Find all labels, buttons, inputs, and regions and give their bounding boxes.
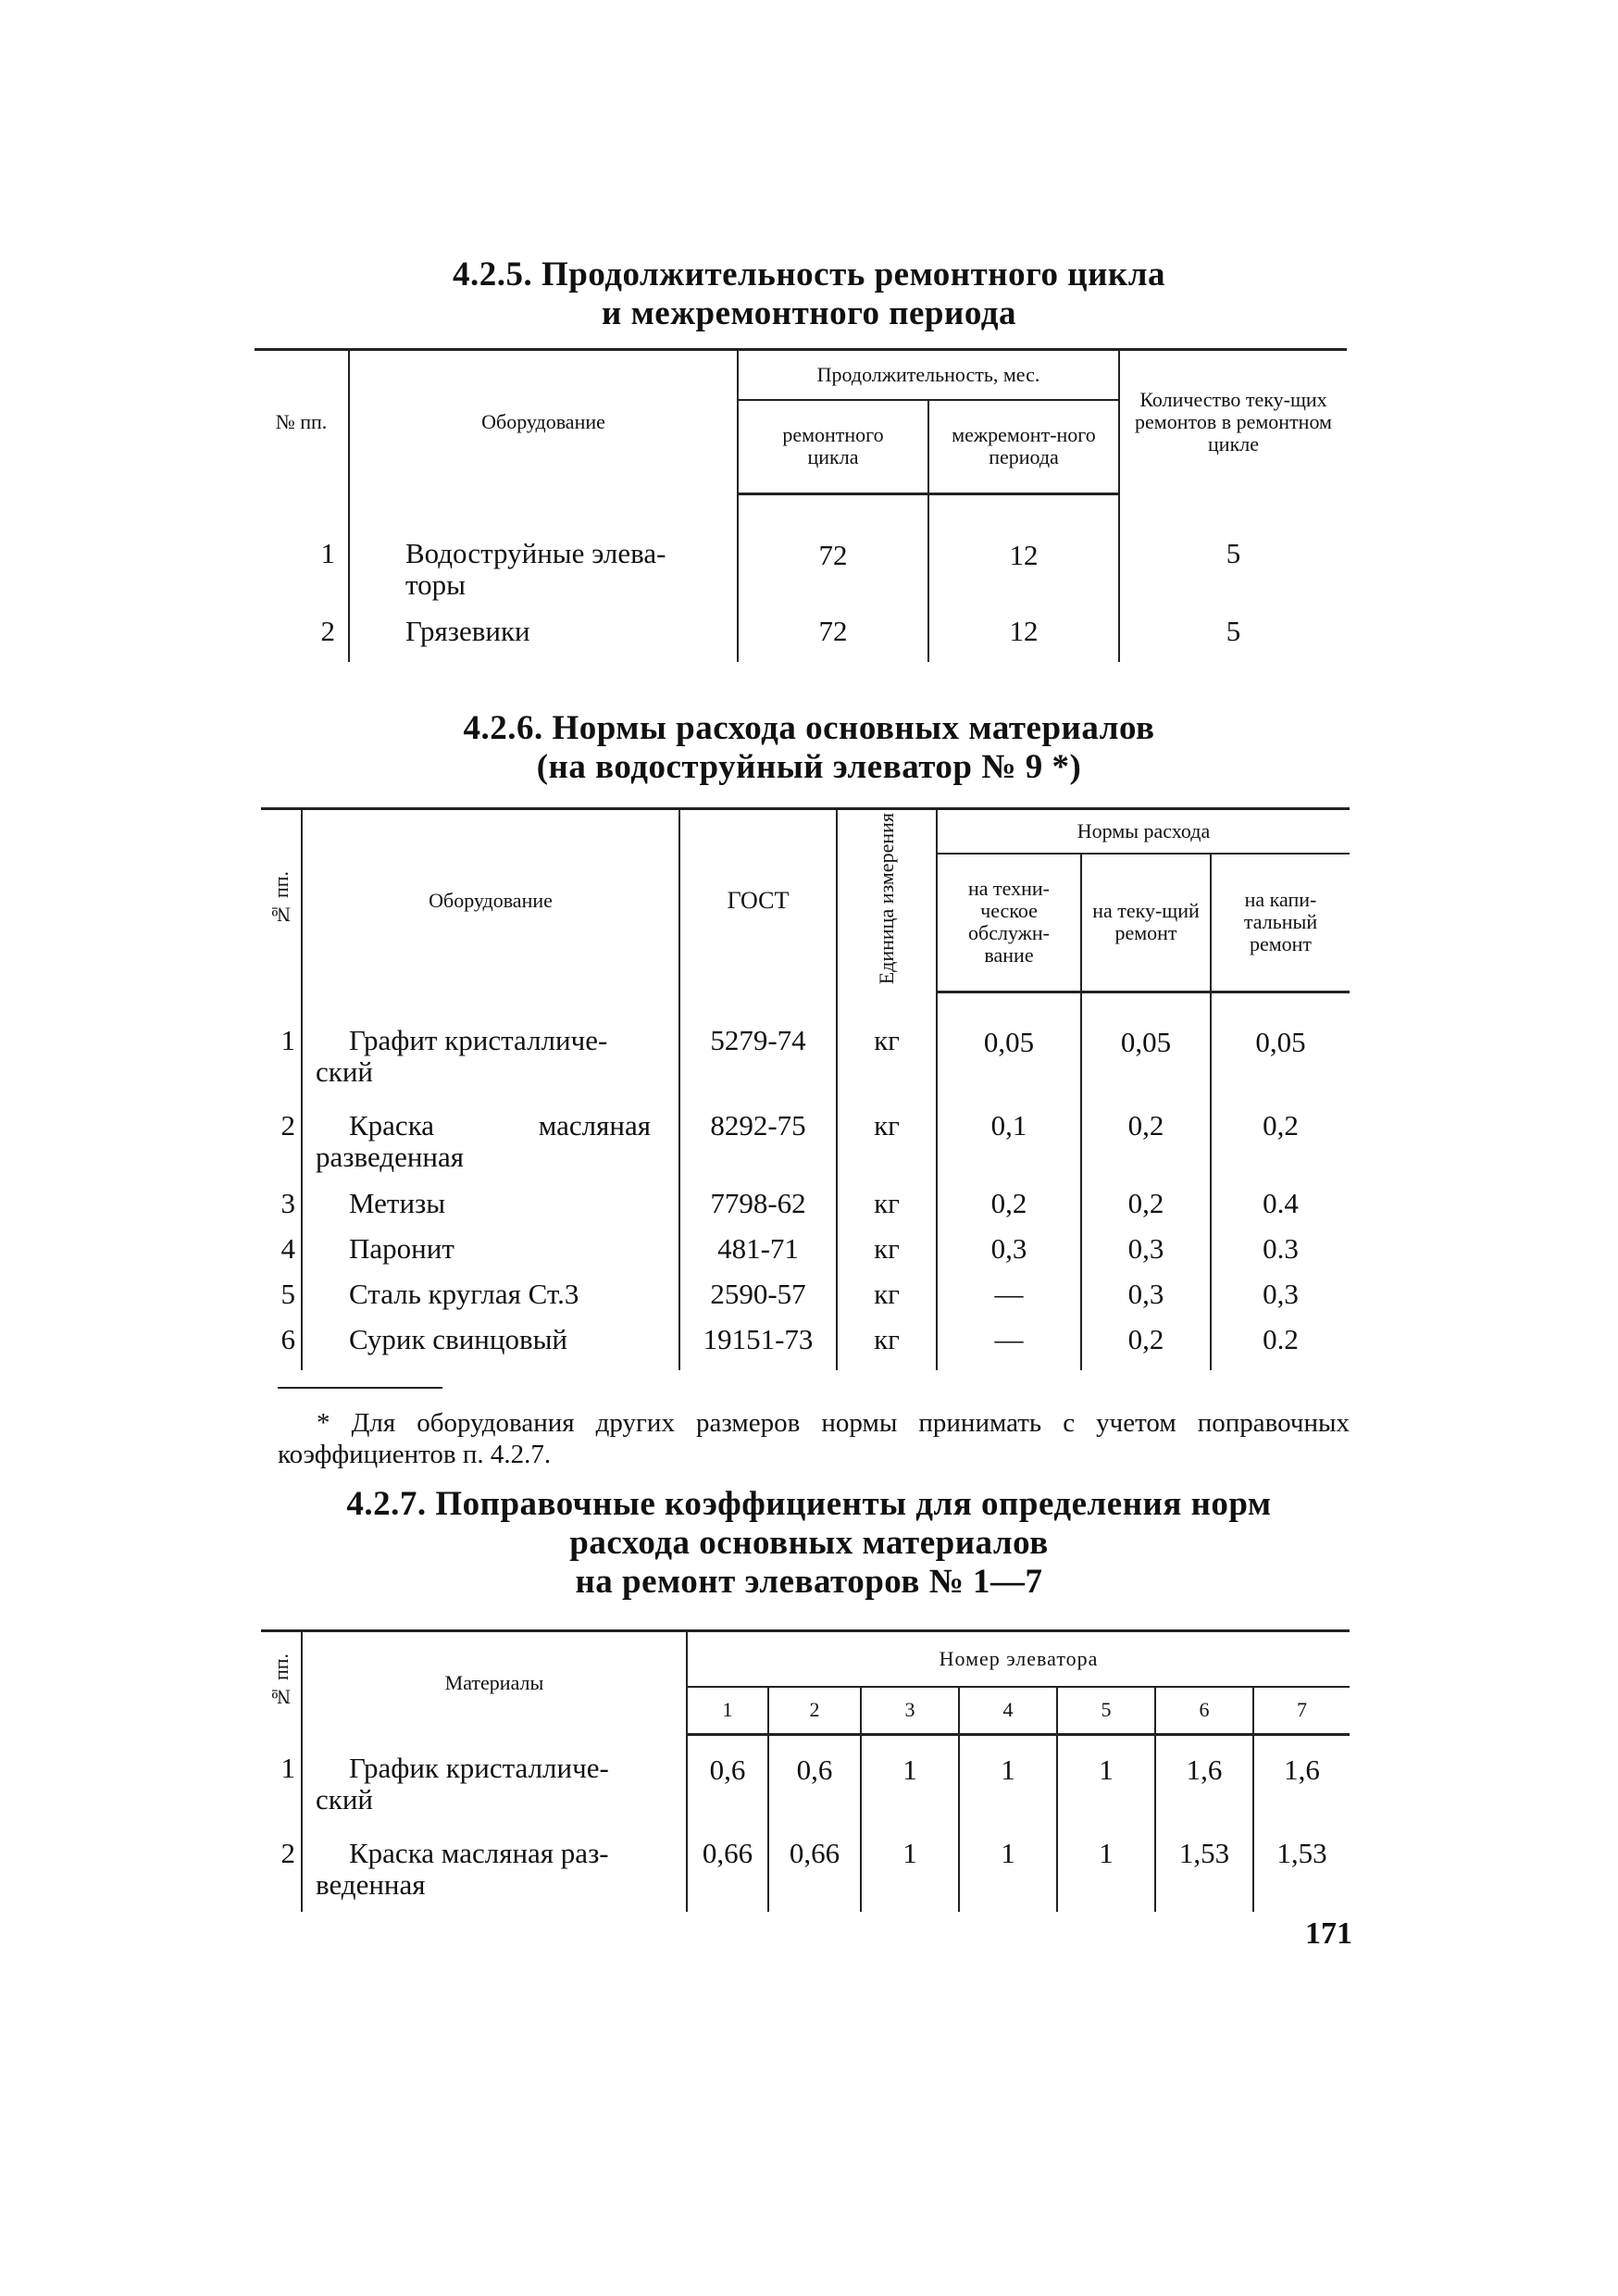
gost-value: 5279-74 [679,992,837,1099]
table-row [261,992,1350,1099]
capital-value: 0.3 [1211,1220,1350,1266]
table-correction-factors [261,1629,1350,1912]
equipment-name: Водоструйные элева-торы [349,493,738,605]
equipment-name: Графит кристалличе-ский [302,992,679,1099]
footnote-text: * Для оборудования других размеров нормы принимать с учетом поправочных коэффициентов п. 4.2.7. [278,1408,1350,1469]
current-value: 0,2 [1081,1311,1211,1370]
tech-value: 0,3 [937,1220,1081,1266]
unit-value: кг [837,1175,937,1220]
equipment-name: Паронит [302,1220,679,1266]
row-number: 6 [280,1323,295,1355]
factor-value: 0,6 [687,1734,768,1827]
table-row [261,1311,1350,1370]
col-current-header: на теку-щий ремонт [1081,854,1211,992]
table-repair-cycle [255,348,1347,662]
material-name: Краска масляная раз-веденная [302,1827,687,1912]
col-elevator-7: 7 [1253,1687,1350,1734]
factor-value: 1,6 [1253,1734,1350,1827]
col-elevator-1: 1 [687,1687,768,1734]
col-capital-header: на капи-тальный ремонт [1211,854,1350,992]
tech-value: — [937,1266,1081,1311]
gost-value: 19151-73 [679,1311,837,1370]
factor-value: 1 [861,1734,959,1827]
row-number: 2 [320,615,335,647]
col-elevator-6: 6 [1155,1687,1253,1734]
table-row [261,1099,1350,1175]
col-num-header: № пп. [255,350,349,494]
capital-value: 0.2 [1211,1311,1350,1370]
col-norms-header: Нормы расхода [937,809,1350,855]
unit-value: кг [837,1099,937,1175]
section-425-title: 4.2.5. Продолжительность ремонтного цикла и межремонтного периода [453,256,1165,332]
col-equipment-header: Оборудование [302,809,679,992]
material-name: График кристалличе-ский [302,1734,687,1827]
col-elevator-3: 3 [861,1687,959,1734]
equipment-name: Метизы [302,1175,679,1220]
current-value: 0,3 [1081,1266,1211,1311]
factor-value: 0,66 [768,1827,861,1912]
unit-value: кг [837,1266,937,1311]
table-row [255,493,1347,605]
capital-value: 0,3 [1211,1266,1350,1311]
equipment-name: Грязевики [349,605,738,662]
current-value: 0,2 [1081,1099,1211,1175]
col-elevator-5: 5 [1057,1687,1155,1734]
unit-value: кг [837,1311,937,1370]
row-number: 5 [280,1278,295,1310]
col-num-header: № пп. [261,1631,302,1735]
row-number: 1 [280,1752,295,1784]
tech-value: 0,1 [937,1099,1081,1175]
table-row [261,1734,1350,1827]
capital-value: 0,2 [1211,1099,1350,1175]
capital-value: 0.4 [1211,1175,1350,1220]
footnote-divider [278,1387,442,1389]
count-value: 5 [1119,605,1347,662]
row-number: 4 [280,1232,295,1265]
col-count-header: Количество теку-щих ремонтов в ремонтном цикле [1119,350,1347,494]
gost-value: 2590-57 [679,1266,837,1311]
gost-value: 8292-75 [679,1099,837,1175]
factor-value: 1 [959,1827,1057,1912]
interrepair-value: 12 [928,605,1119,662]
tech-value: 0,2 [937,1175,1081,1220]
unit-value: кг [837,992,937,1099]
col-interrepair-header: межремонт-ного периода [928,400,1119,493]
current-value: 0,05 [1081,992,1211,1099]
col-tech-header: на техни-ческое обслужн-вание [937,854,1081,992]
col-equipment-header: Оборудование [349,350,738,494]
page-number: 171 [1305,1916,1352,1951]
table-row [261,1827,1350,1912]
capital-value: 0,05 [1211,992,1350,1099]
factor-value: 1 [1057,1734,1155,1827]
footnote [278,1407,1350,1470]
row-number: 2 [280,1837,295,1869]
row-number: 1 [320,537,335,569]
factor-value: 1,53 [1155,1827,1253,1912]
gost-value: 481-71 [679,1220,837,1266]
table-row [261,1266,1350,1311]
factor-value: 1 [861,1827,959,1912]
equipment-name: Сурик свинцовый [302,1311,679,1370]
table-row [255,605,1347,662]
table-row [261,1175,1350,1220]
section-427-title: 4.2.7. Поправочные коэффициенты для определения норм расхода основных материалов на ремонт элеваторов № 1—7 [346,1485,1272,1601]
factor-value: 0,6 [768,1734,861,1827]
repair-cycle-value: 72 [738,493,928,605]
interrepair-value: 12 [928,493,1119,605]
row-number: 3 [280,1187,295,1219]
unit-value: кг [837,1220,937,1266]
col-num-header: № пп. [261,809,302,992]
factor-value: 1 [959,1734,1057,1827]
row-number: 2 [280,1109,295,1142]
factor-value: 1,6 [1155,1734,1253,1827]
table-material-norms [261,807,1350,1370]
equipment-name: Краска масляная разведенная [302,1099,679,1175]
factor-value: 0,66 [687,1827,768,1912]
row-number: 1 [280,1024,295,1056]
col-elevator-4: 4 [959,1687,1057,1734]
tech-value: 0,05 [937,992,1081,1099]
section-426-title: 4.2.6. Нормы расхода основных материалов (на водоструйный элеватор № 9 *) [463,709,1155,786]
col-elevator-number-header: Номер элеватора [687,1631,1350,1688]
col-unit-header: Единица измерения [837,809,937,992]
col-repair-cycle-header: ремонтного цикла [738,400,928,493]
gost-value: 7798-62 [679,1175,837,1220]
current-value: 0,3 [1081,1220,1211,1266]
tech-value: — [937,1311,1081,1370]
factor-value: 1,53 [1253,1827,1350,1912]
factor-value: 1 [1057,1827,1155,1912]
col-elevator-2: 2 [768,1687,861,1734]
table-row [261,1220,1350,1266]
col-gost-header: ГОСТ [679,809,837,992]
col-materials-header: Материалы [302,1631,687,1735]
count-value: 5 [1119,493,1347,605]
col-duration-header: Продолжительность, мес. [738,350,1119,401]
current-value: 0,2 [1081,1175,1211,1220]
repair-cycle-value: 72 [738,605,928,662]
equipment-name: Сталь круглая Ст.3 [302,1266,679,1311]
